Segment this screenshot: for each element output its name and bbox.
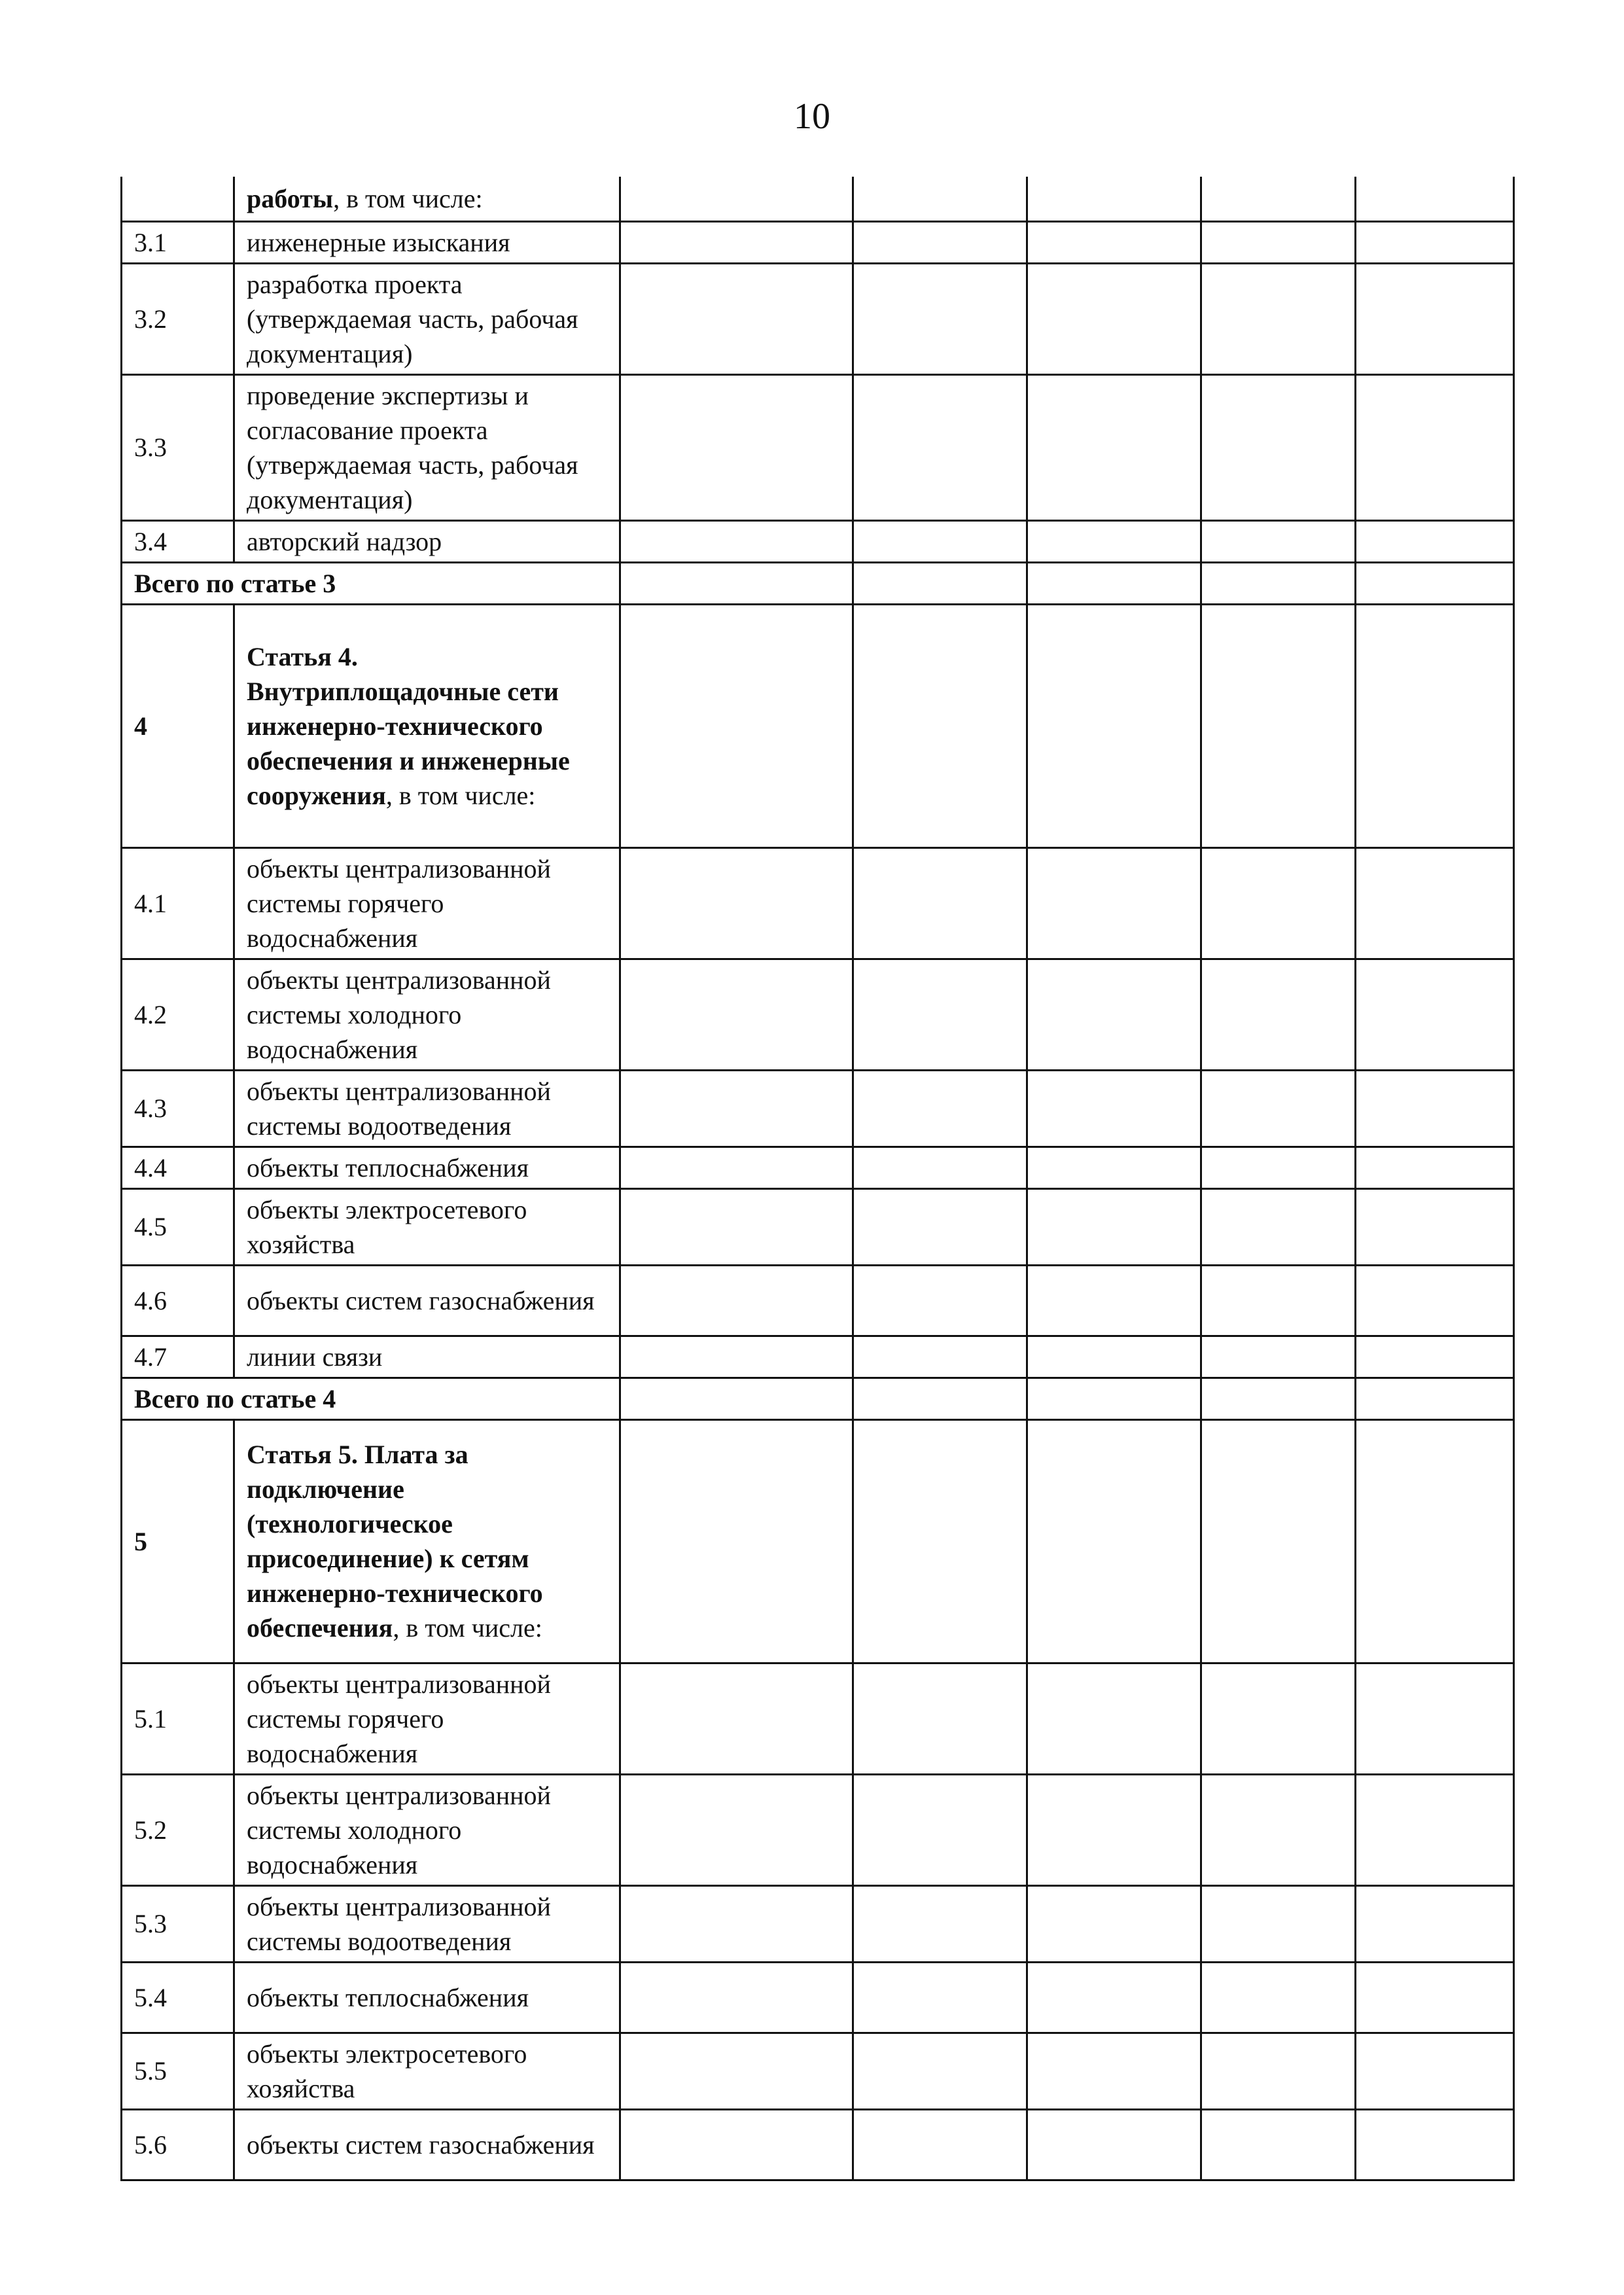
- row-text: объекты электросетевого хозяйства: [247, 1194, 527, 1259]
- value-cell: [1201, 1147, 1356, 1188]
- value-cell: [1027, 1962, 1201, 2033]
- value-cell: [1027, 177, 1201, 221]
- value-cell: [1027, 1070, 1201, 1147]
- row-number: [122, 177, 234, 221]
- row-text: , в том числе:: [385, 780, 536, 810]
- budget-table: [120, 177, 1515, 2181]
- value-cell: [1201, 2033, 1356, 2109]
- value-cell: [1356, 520, 1514, 562]
- row-description: [234, 847, 620, 959]
- row-description: [234, 1962, 620, 2033]
- value-cell: [1027, 1147, 1201, 1188]
- row-number: 4.4: [122, 1147, 234, 1188]
- row-description: [234, 520, 620, 562]
- row-description: [234, 959, 620, 1070]
- table-row: [122, 959, 1514, 1070]
- value-cell: [1201, 959, 1356, 1070]
- value-cell: [1356, 1070, 1514, 1147]
- value-cell: [1027, 562, 1201, 604]
- value-cell: [853, 1188, 1027, 1265]
- row-description: [234, 221, 620, 263]
- value-cell: [620, 1419, 853, 1663]
- row-description: [234, 1663, 620, 1774]
- row-text: объекты теплоснабжения: [247, 1982, 529, 2012]
- value-cell: [1356, 1147, 1514, 1188]
- table-row: [122, 263, 1514, 374]
- value-cell: [1201, 1774, 1356, 1885]
- table-row: [122, 1962, 1514, 2033]
- value-cell: [853, 520, 1027, 562]
- value-cell: [620, 1962, 853, 2033]
- value-cell: [1356, 374, 1514, 520]
- value-cell: [620, 1885, 853, 1962]
- value-cell: [620, 1070, 853, 1147]
- row-description: [234, 1188, 620, 1265]
- table-row: [122, 1265, 1514, 1336]
- value-cell: [1201, 1336, 1356, 1378]
- row-text: , в том числе:: [393, 1613, 542, 1643]
- row-description: [234, 1885, 620, 1962]
- value-cell: [1201, 1962, 1356, 2033]
- value-cell: [1356, 2033, 1514, 2109]
- row-description: [234, 1336, 620, 1378]
- value-cell: [1201, 1378, 1356, 1419]
- table-row: [122, 2109, 1514, 2180]
- value-cell: [1356, 1663, 1514, 1774]
- value-cell: [1201, 2109, 1356, 2180]
- value-cell: [620, 2033, 853, 2109]
- total-row: [122, 562, 1514, 604]
- value-cell: [620, 2109, 853, 2180]
- table-row: [122, 604, 1514, 847]
- value-cell: [853, 1336, 1027, 1378]
- row-description: [234, 1419, 620, 1663]
- row-text: инженерные изыскания: [247, 227, 510, 257]
- row-number: 4.6: [122, 1265, 234, 1336]
- row-number: 3.3: [122, 374, 234, 520]
- row-description: [234, 177, 620, 221]
- value-cell: [1356, 1962, 1514, 2033]
- value-cell: [1356, 562, 1514, 604]
- value-cell: [1201, 1419, 1356, 1663]
- row-description: [234, 604, 620, 847]
- row-text: объекты электросетевого хозяйства: [247, 2038, 527, 2103]
- value-cell: [1356, 263, 1514, 374]
- row-description: [234, 1265, 620, 1336]
- table-row: [122, 1419, 1514, 1663]
- row-number: 5.1: [122, 1663, 234, 1774]
- value-cell: [853, 959, 1027, 1070]
- value-cell: [1027, 959, 1201, 1070]
- row-text: объекты систем газоснабжения: [247, 2129, 595, 2160]
- row-number: 4.7: [122, 1336, 234, 1378]
- row-number: 4: [122, 604, 234, 847]
- value-cell: [853, 1774, 1027, 1885]
- row-text: разработка проекта (утверждаемая часть, рабочая документация): [247, 269, 578, 368]
- value-cell: [1027, 1885, 1201, 1962]
- value-cell: [853, 1378, 1027, 1419]
- row-text: объекты централизованной системы водоотведения: [247, 1891, 551, 1956]
- total-row: [122, 1378, 1514, 1419]
- value-cell: [1356, 1885, 1514, 1962]
- row-text: объекты теплоснабжения: [247, 1152, 529, 1183]
- table-row: [122, 1663, 1514, 1774]
- value-cell: [1201, 847, 1356, 959]
- value-cell: [1201, 562, 1356, 604]
- row-number: 3.4: [122, 520, 234, 562]
- value-cell: [620, 177, 853, 221]
- table-row: [122, 1885, 1514, 1962]
- value-cell: [1027, 1336, 1201, 1378]
- value-cell: [1027, 2109, 1201, 2180]
- value-cell: [853, 1663, 1027, 1774]
- value-cell: [853, 374, 1027, 520]
- value-cell: [1201, 374, 1356, 520]
- row-text: линии связи: [247, 1342, 383, 1372]
- row-text: объекты централизованной системы горячего водоснабжения: [247, 853, 551, 953]
- row-description: [234, 2033, 620, 2109]
- value-cell: [1201, 177, 1356, 221]
- value-cell: [853, 177, 1027, 221]
- value-cell: [853, 2033, 1027, 2109]
- value-cell: [1027, 604, 1201, 847]
- value-cell: [1201, 520, 1356, 562]
- row-description: [234, 1147, 620, 1188]
- value-cell: [1356, 959, 1514, 1070]
- row-number: 5.3: [122, 1885, 234, 1962]
- value-cell: [1201, 604, 1356, 847]
- row-number: 3.2: [122, 263, 234, 374]
- row-description: [234, 1774, 620, 1885]
- value-cell: [853, 562, 1027, 604]
- row-description: [234, 2109, 620, 2180]
- table-row: [122, 1147, 1514, 1188]
- value-cell: [1027, 1265, 1201, 1336]
- value-cell: [1027, 1774, 1201, 1885]
- table-body: [122, 177, 1514, 2180]
- value-cell: [620, 1774, 853, 1885]
- value-cell: [853, 1070, 1027, 1147]
- row-description: [234, 263, 620, 374]
- value-cell: [853, 1419, 1027, 1663]
- value-cell: [1027, 221, 1201, 263]
- value-cell: [1356, 1378, 1514, 1419]
- value-cell: [620, 562, 853, 604]
- value-cell: [1356, 1265, 1514, 1336]
- row-heading: Статья 5. Плата за подключение (технологическое присоединение) к сетям инженерно-технического обеспечения: [247, 1440, 543, 1643]
- value-cell: [1027, 1663, 1201, 1774]
- row-heading: работы: [247, 183, 334, 213]
- value-cell: [1201, 1885, 1356, 1962]
- value-cell: [620, 959, 853, 1070]
- row-text: , в том числе:: [333, 183, 483, 213]
- value-cell: [853, 1962, 1027, 2033]
- table-row: [122, 847, 1514, 959]
- value-cell: [853, 847, 1027, 959]
- value-cell: [620, 1265, 853, 1336]
- value-cell: [1027, 263, 1201, 374]
- value-cell: [620, 374, 853, 520]
- value-cell: [1201, 1070, 1356, 1147]
- row-text: авторский надзор: [247, 526, 442, 556]
- row-text: проведение экспертизы и согласование проекта (утверждаемая часть, рабочая документация): [247, 380, 578, 514]
- value-cell: [1027, 847, 1201, 959]
- row-number: 4.5: [122, 1188, 234, 1265]
- value-cell: [620, 263, 853, 374]
- value-cell: [1356, 1774, 1514, 1885]
- value-cell: [1201, 263, 1356, 374]
- table-row: [122, 1188, 1514, 1265]
- row-number: 5: [122, 1419, 234, 1663]
- value-cell: [853, 1265, 1027, 1336]
- table-row: [122, 1336, 1514, 1378]
- row-heading: Статья 4. Внутриплощадочные сети инженерно-технического обеспечения и инженерные сооружения: [247, 641, 570, 810]
- row-description: [234, 1070, 620, 1147]
- value-cell: [1027, 374, 1201, 520]
- value-cell: [853, 604, 1027, 847]
- value-cell: [620, 1336, 853, 1378]
- row-number: 5.2: [122, 1774, 234, 1885]
- row-number: 3.1: [122, 221, 234, 263]
- value-cell: [1027, 520, 1201, 562]
- value-cell: [1027, 2033, 1201, 2109]
- table-row: [122, 1774, 1514, 1885]
- value-cell: [1356, 1419, 1514, 1663]
- total-label: Всего по статье 3: [122, 562, 620, 604]
- table-row: [122, 177, 1514, 221]
- row-text: объекты централизованной системы горячего водоснабжения: [247, 1669, 551, 1768]
- value-cell: [620, 847, 853, 959]
- row-text: объекты систем газоснабжения: [247, 1285, 595, 1315]
- row-number: 5.6: [122, 2109, 234, 2180]
- table-row: [122, 374, 1514, 520]
- value-cell: [1356, 2109, 1514, 2180]
- table-row: [122, 520, 1514, 562]
- row-number: 4.2: [122, 959, 234, 1070]
- value-cell: [620, 1188, 853, 1265]
- table-row: [122, 1070, 1514, 1147]
- value-cell: [1201, 1663, 1356, 1774]
- value-cell: [1201, 1188, 1356, 1265]
- value-cell: [620, 1663, 853, 1774]
- table-row: [122, 2033, 1514, 2109]
- row-text: объекты централизованной системы холодного водоснабжения: [247, 965, 551, 1064]
- row-number: 5.5: [122, 2033, 234, 2109]
- value-cell: [1356, 604, 1514, 847]
- value-cell: [853, 1885, 1027, 1962]
- value-cell: [853, 1147, 1027, 1188]
- row-number: 5.4: [122, 1962, 234, 2033]
- value-cell: [853, 2109, 1027, 2180]
- value-cell: [853, 221, 1027, 263]
- value-cell: [620, 604, 853, 847]
- value-cell: [620, 1147, 853, 1188]
- page-number: 10: [794, 96, 830, 137]
- value-cell: [853, 263, 1027, 374]
- value-cell: [620, 520, 853, 562]
- value-cell: [1356, 847, 1514, 959]
- row-description: [234, 374, 620, 520]
- value-cell: [620, 1378, 853, 1419]
- value-cell: [1356, 1188, 1514, 1265]
- table-row: [122, 221, 1514, 263]
- row-text: объекты централизованной системы водоотведения: [247, 1076, 551, 1141]
- row-number: 4.3: [122, 1070, 234, 1147]
- row-text: объекты централизованной системы холодного водоснабжения: [247, 1780, 551, 1879]
- row-number: 4.1: [122, 847, 234, 959]
- value-cell: [1201, 1265, 1356, 1336]
- value-cell: [1027, 1419, 1201, 1663]
- value-cell: [1027, 1378, 1201, 1419]
- value-cell: [1356, 221, 1514, 263]
- value-cell: [620, 221, 853, 263]
- value-cell: [1027, 1188, 1201, 1265]
- value-cell: [1356, 1336, 1514, 1378]
- value-cell: [1201, 221, 1356, 263]
- total-label: Всего по статье 4: [122, 1378, 620, 1419]
- value-cell: [1356, 177, 1514, 221]
